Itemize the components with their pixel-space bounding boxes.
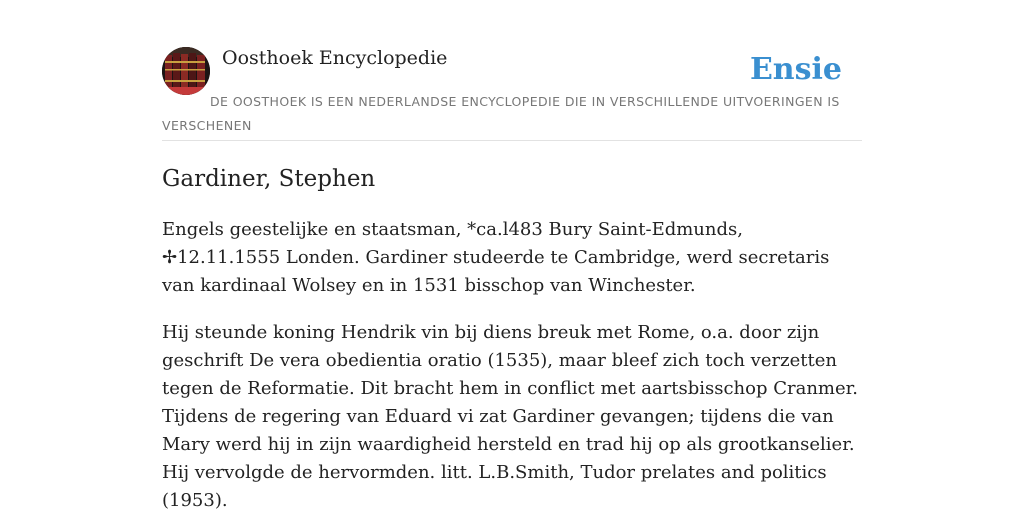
article — [162, 162, 862, 512]
site-header — [162, 46, 862, 141]
brand-logo[interactable]: Ensie — [749, 52, 842, 87]
site-name[interactable]: Oosthoek Encyclopedie — [222, 47, 448, 69]
article-paragraph: Engels geestelijke en staatsman, *ca.l483 Bury Saint-Edmunds, ✢12.11.1555 Londen. Gardiner studeerde te Cambridge, werd secretaris van kardinaal Wolsey en in 1531 bisschop van Winchester. — [162, 219, 830, 296]
article-paragraph: Hij steunde koning Hendrik vin bij diens breuk met Rome, o.a. door zijn geschrift De vera obedientia oratio (1535), maar bleef zich toch verzetten tegen de Reformatie. Dit bracht hem in conflict met aartsbisschop Cranmer. Tijdens de regering van Eduard vi zat Gardiner gevangen; tijdens die van Mary werd hij in zijn waardigheid hersteld en trad hij op als grootkanselier. Hij vervolgde de hervormden. litt. L.B.Smith, Tudor prelates and politics (1953). — [162, 322, 859, 511]
article-title: Gardiner, Stephen — [162, 166, 376, 192]
book-spines-icon[interactable] — [162, 47, 210, 95]
site-tagline: DE OOSTHOEK IS EEN NEDERLANDSE ENCYCLOPEDIE DIE IN VERSCHILLENDE UITVOERINGEN IS VERSCHENEN — [162, 94, 840, 133]
